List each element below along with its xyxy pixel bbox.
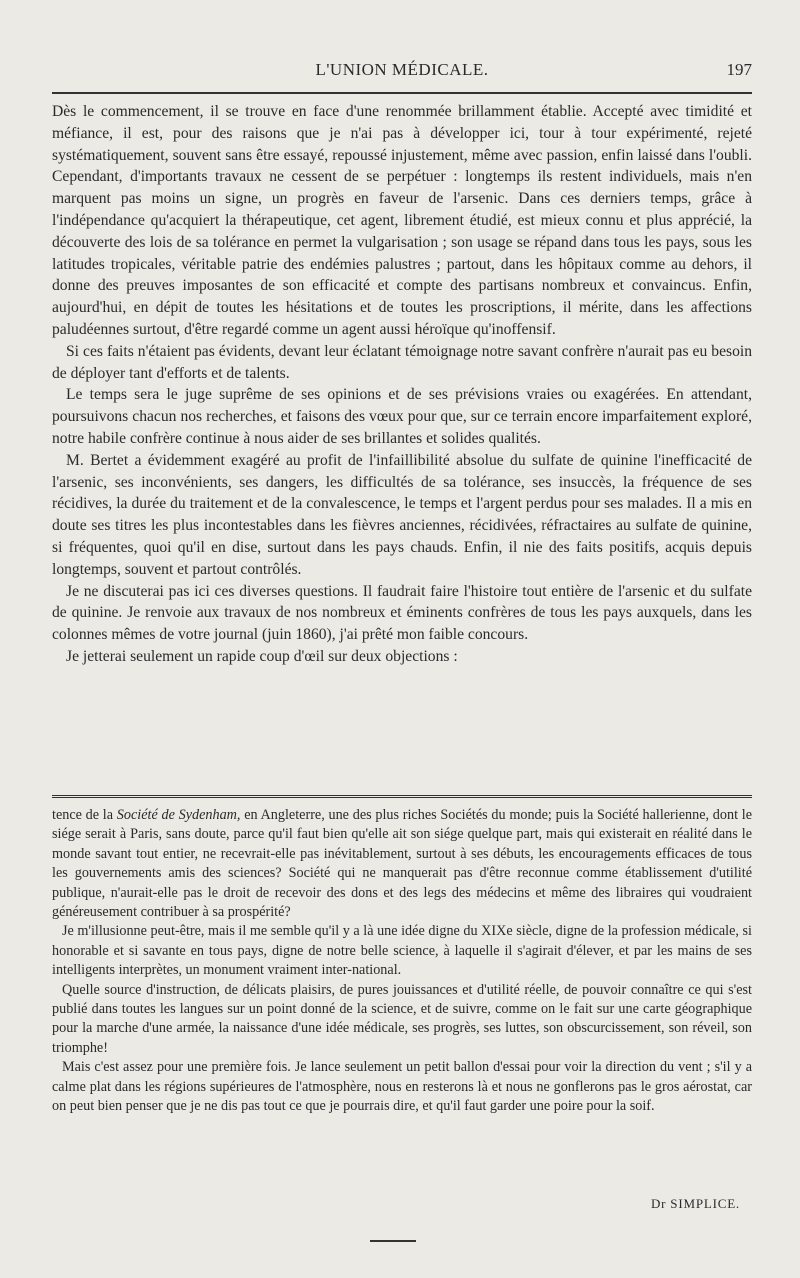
feuilleton-paragraph: [52, 806, 752, 922]
article-paragraph: Si ces faits n'étaient pas évidents, devant leur éclatant témoignage notre savant confrère n'aurait pas eu besoin de déployer tant d'efforts et de talents.: [52, 342, 752, 382]
page-number: 197: [726, 60, 752, 79]
article-paragraph: Je jetterai seulement un rapide coup d'œil sur deux objections :: [66, 647, 458, 665]
society-name: Société de Sydenham,: [116, 807, 241, 823]
feuilleton-paragraph: Mais c'est assez pour une première fois. Je lance seulement un petit ballon d'essai pour voir la direction du vent ; s'il y a calme plat dans les régions supérieures de l'atmosphère, nous en resterons là et nous ne gonflerons pas le gros aérostat, car on peut bien penser que je ne dis pas tout ce que je pourrais dire, et qu'il faut garder une poire pour la soif.: [52, 1059, 752, 1115]
author-signature: Dr SIMPLICE.: [650, 1196, 740, 1211]
article-paragraph: Le temps sera le juge suprême de ses opinions et de ses prévisions vraies ou exagérées. En attendant, poursuivons chacun nos recherches, et faisons des vœux pour que, sur ce terrain encore imparfaitement exploré, notre habile confrère continue à nous aider de ses brillantes et solides qualités.: [52, 386, 752, 447]
header-rule: [52, 92, 752, 94]
running-title: L'UNION MÉDICALE.: [315, 60, 489, 79]
page-header: [52, 60, 752, 86]
feuilleton-text: en Angleterre, une des plus riches Sociétés du monde; puis la Société hallerienne, dont le siége serait à Paris, sans doute, parce qu'il faut bien qu'elle ait son siége quelque part, mais qui existerait en réalité dans le monde savant tout entier, ne recevrait-elle pas inévitablement, surtout à ses débuts, les encouragements efficaces de tous les gouvernements amis des sciences? Société qui ne manquerait pas d'être reconnue comme établissement d'utilité publique, n'aurait-elle pas le droit de recevoir des dons et des legs des médecins et même des libraires qui voudraient généreusement contribuer à sa prospérité?: [52, 807, 752, 921]
feuilleton-section: [52, 806, 752, 1117]
article-paragraph: M. Bertet a évidemment exagéré au profit de l'infaillibilité absolue du sulfate de quinine l'inefficacité de l'arsenic, ses inconvénients, ses dangers, les difficultés de sa tolérance, ses insuccès, la fréquence de ses récidives, la durée du traitement et de la convalescence, le temps et l'argent perdus pour ses malades. Il a mis en doute ses titres les plus incontestables dans les fièvres anciennes, récidivées, réfractaires au sulfate de quinine, si fréquentes, quoi qu'il en dise, surtout dans les pays chauds. Enfin, il nie des faits positifs, acquis depuis longtemps, souvent et partout contrôlés.: [52, 451, 752, 578]
feuilleton-text: tence de la: [52, 807, 117, 823]
article-paragraph: Dès le commencement, il se trouve en face d'une renommée brillamment établie. Accepté avec timidité et méfiance, il est, pour des raisons que je n'ai pas à développer ici, tour à tour expérimenté, rejeté systématiquement, souvent sans être essayé, repoussé injustement, même avec passion, enfin laissé dans l'oubli. Cependant, d'importants travaux ne cessent de se perpétuer : longtemps ils restent individuels, mais n'en marquent pas moins un signe, un progrès en faveur de l'arsenic. Dans ces derniers temps, grâce à l'indépendance qu'acquiert la thérapeutique, cet agent, librement étudié, est mieux connu et plus apprécié, la découverte des lois de sa tolérance en permet la vulgarisation ; son usage se répand dans tous les pays, sous les latitudes tropicales, véritable patrie des endémies palustres ; partout, dans les hôpitaux comme au dehors, il donne des preuves imposantes de son efficacité et compte des partisans nombreux et convaincus. Enfin, aujourd'hui, en dépit de toutes les hésitations et de toutes les proscriptions, il mérite, dans les affections paludéennes surtout, d'être regardé comme un agent aussi héroïque qu'inoffensif.: [52, 103, 752, 338]
feuilleton-paragraph: Quelle source d'instruction, de délicats plaisirs, de pures jouissances et d'utilité réelle, de pouvoir connaître ce qui s'est publié dans toutes les langues sur un point donné de la science, et de suivre, comme on le fait sur une carte géographique pour la marche d'une armée, la naissance d'une idée médicale, ses progrès, ses luttes, son obscurcissement, son réveil, son triomphe!: [52, 981, 752, 1056]
feuilleton-paragraph: Je m'illusionne peut-être, mais il me semble qu'il y a là une idée digne du XIXe siècle, digne de la profession médicale, si honorable et si savante en tous pays, digne de notre belle science, à laquelle il s'agirait d'élever, et par les mains de ses intelligents interprètes, un monument vraiment inter-national.: [52, 923, 752, 979]
main-article: [52, 101, 752, 668]
end-rule: [370, 1240, 416, 1242]
article-paragraph: Je ne discuterai pas ici ces diverses questions. Il faudrait faire l'histoire tout entière de l'arsenic et du sulfate de quinine. Je renvoie aux travaux de nos nombreux et éminents confrères de tous les pays auxquels, dans les colonnes mêmes de votre journal (juin 1860), j'ai prêté mon faible concours.: [52, 582, 752, 644]
feuilleton-separator-rule: [52, 795, 752, 798]
